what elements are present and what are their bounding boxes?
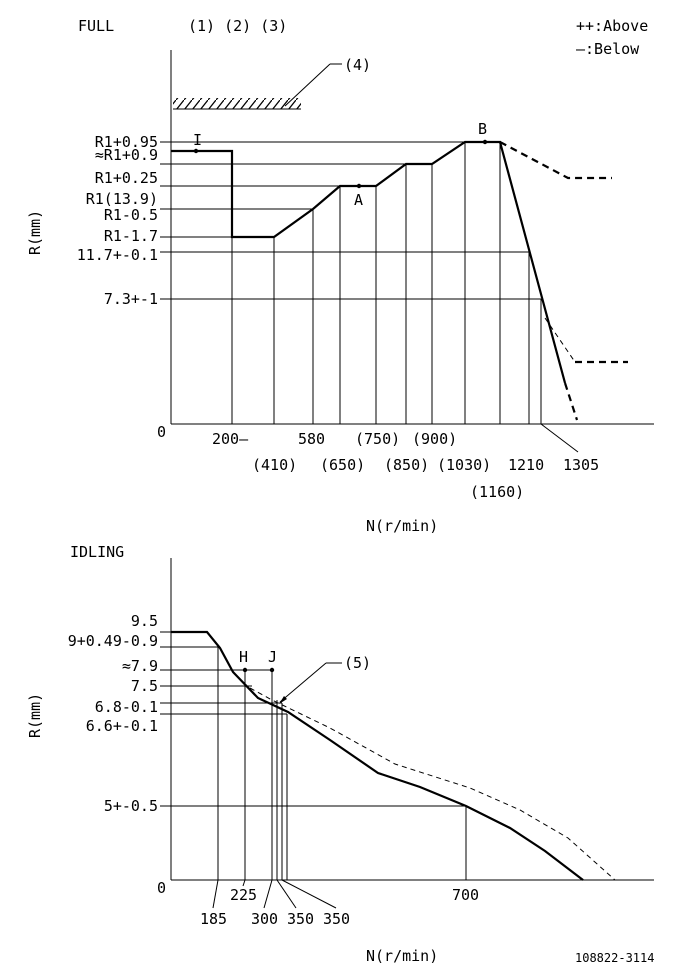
point-b-label: B xyxy=(478,120,488,138)
idling-y-ticks xyxy=(160,632,171,806)
full-y-axis-label: R(mm) xyxy=(26,209,44,255)
svg-text:11.7+-0.1: 11.7+-0.1 xyxy=(76,246,158,264)
svg-text:(850): (850) xyxy=(384,456,430,474)
point-b-marker xyxy=(483,140,487,144)
full-points-header: (1) (2) (3) xyxy=(188,17,288,35)
full-chart xyxy=(26,17,654,535)
svg-text:1305: 1305 xyxy=(563,456,600,474)
full-origin: 0 xyxy=(157,423,167,441)
doc-number: 108822-3114 xyxy=(575,951,655,965)
full-h-gridlines xyxy=(171,142,541,299)
idling-curve xyxy=(171,632,583,880)
idling-x-labels xyxy=(200,886,479,928)
svg-text:(1030): (1030) xyxy=(437,456,492,474)
svg-text:6.8-0.1: 6.8-0.1 xyxy=(94,698,158,716)
idling-y-labels xyxy=(68,612,158,815)
idling-origin: 0 xyxy=(157,879,167,897)
full-y-labels xyxy=(77,133,158,308)
full-v-gridlines xyxy=(232,142,578,452)
svg-text:580: 580 xyxy=(298,430,326,448)
idling-v-gridlines xyxy=(218,647,466,880)
svg-text:9.5: 9.5 xyxy=(130,612,158,630)
svg-text:R1+0.95: R1+0.95 xyxy=(94,133,158,151)
idling-title: IDLING xyxy=(70,543,125,561)
idling-y-axis-label: R(mm) xyxy=(26,692,44,738)
svg-text:350: 350 xyxy=(287,910,315,928)
legend-below: —:Below xyxy=(576,40,640,58)
svg-text:7.5: 7.5 xyxy=(130,677,158,695)
callout-5-leader xyxy=(279,663,342,704)
idling-above-curve xyxy=(250,688,615,880)
point-i-label: I xyxy=(193,131,203,149)
svg-text:R1-0.5: R1-0.5 xyxy=(103,206,158,224)
svg-text:(750): (750) xyxy=(355,430,401,448)
svg-text:(410): (410) xyxy=(252,456,298,474)
svg-text:(650): (650) xyxy=(320,456,366,474)
svg-text:350: 350 xyxy=(323,910,351,928)
svg-text:(900): (900) xyxy=(412,430,458,448)
full-curve-tail xyxy=(565,383,577,420)
point-h-marker xyxy=(243,668,247,672)
point-j-label: J xyxy=(268,648,278,666)
callout-5: (5) xyxy=(344,654,372,672)
svg-text:≈R1+0.9: ≈R1+0.9 xyxy=(94,146,158,164)
idling-chart xyxy=(26,543,654,965)
legend-above: ++:Above xyxy=(576,17,649,35)
svg-text:300: 300 xyxy=(251,910,279,928)
full-x-axis-label: N(r/min) xyxy=(366,517,439,535)
svg-text:≈7.9: ≈7.9 xyxy=(121,657,158,675)
svg-text:1210: 1210 xyxy=(508,456,545,474)
svg-text:R1-1.7: R1-1.7 xyxy=(103,227,158,245)
idling-x-axis-label: N(r/min) xyxy=(366,947,439,965)
svg-text:R1+0.25: R1+0.25 xyxy=(94,169,158,187)
point-h-label: H xyxy=(239,648,249,666)
svg-text:(1160): (1160) xyxy=(470,483,525,501)
svg-text:200—: 200— xyxy=(212,430,249,448)
point-j-marker xyxy=(270,668,274,672)
full-curve xyxy=(171,142,565,383)
idling-h-gridlines xyxy=(171,647,466,806)
svg-text:6.6+-0.1: 6.6+-0.1 xyxy=(85,717,158,735)
svg-text:9+0.49-0.9: 9+0.49-0.9 xyxy=(67,632,158,650)
svg-text:R1(13.9): R1(13.9) xyxy=(85,190,158,208)
full-above-curve-upper xyxy=(500,142,612,178)
svg-text:5+-0.5: 5+-0.5 xyxy=(103,797,158,815)
svg-text:185: 185 xyxy=(200,910,228,928)
point-a-label: A xyxy=(354,191,364,209)
full-x-labels xyxy=(212,430,599,501)
full-title: FULL xyxy=(78,17,115,35)
svg-text:225: 225 xyxy=(230,886,258,904)
point-i-marker xyxy=(194,149,198,153)
stopper-hatch xyxy=(173,64,342,109)
callout-4: (4) xyxy=(344,56,372,74)
point-a-marker xyxy=(357,184,361,188)
svg-text:700: 700 xyxy=(452,886,480,904)
svg-text:7.3+-1: 7.3+-1 xyxy=(103,290,158,308)
full-y-ticks xyxy=(160,142,171,299)
